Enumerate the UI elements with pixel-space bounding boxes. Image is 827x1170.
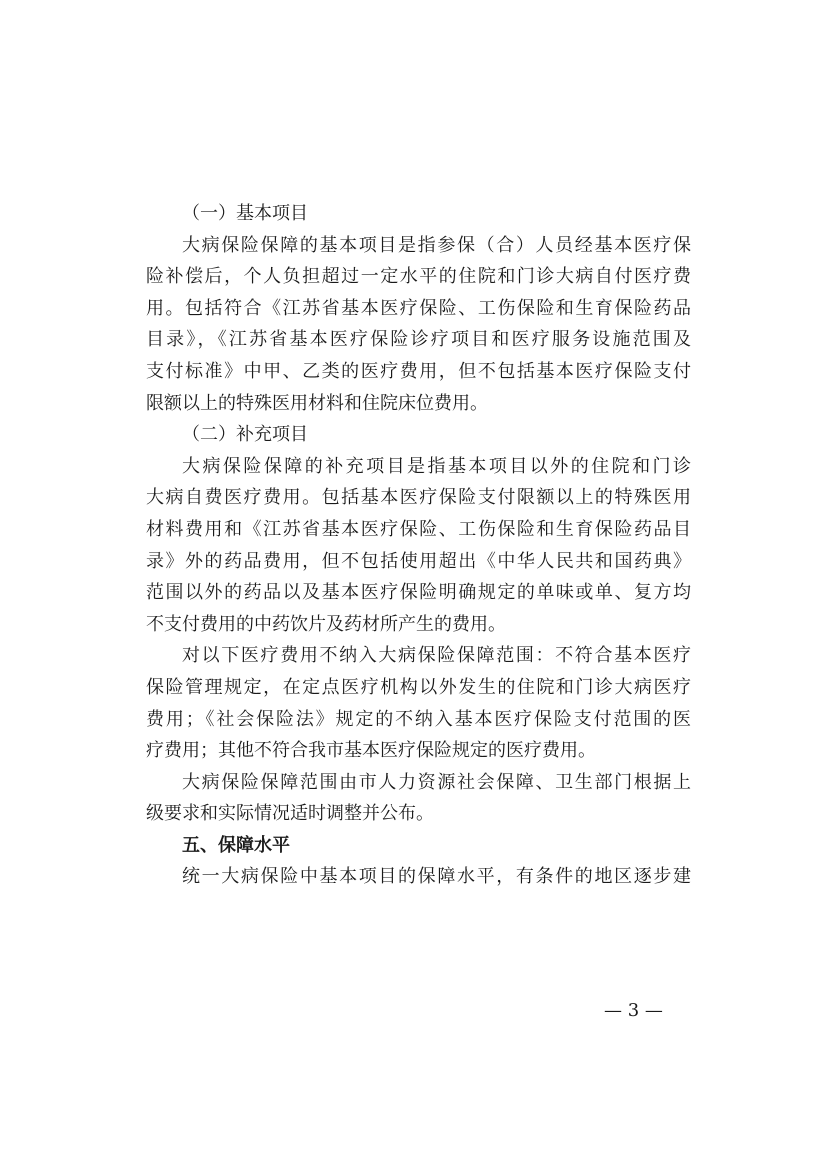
paragraph-line: 限额以上的特殊医用材料和住院床位费用。 [146,392,488,414]
paragraph-line: 用。包括符合《江苏省基本医疗保险、工伤保险和生育保险药品 [146,297,691,319]
paragraph-line: 录》外的药品费用，但不包括使用超出《中华人民共和国药典》 [146,550,691,572]
paragraph-basic-items [146,230,691,420]
paragraph-line: 对以下医疗费用不纳入大病保险保障范围：不符合基本医疗 [182,645,691,667]
section-heading-coverage-level: 五、保障水平 [182,834,290,856]
page-body [146,198,691,893]
paragraph-line: 大病保险保障范围由市人力资源社会保障、卫生部门根据上 [182,771,691,793]
paragraph-line: 统一大病保险中基本项目的保障水平，有条件的地区逐步建 [182,866,691,888]
paragraph-line: 不支付费用的中药饮片及药材所产生的费用。 [146,613,506,635]
paragraph-line: 支付标准》中甲、乙类的医疗费用，但不包括基本医疗保险支付 [146,360,691,382]
section-heading-basic-items: （一）基本项目 [182,203,308,224]
paragraph-line: 疗费用；其他不符合我市基本医疗保险规定的医疗费用。 [146,740,596,762]
paragraph-line: 大病自费医疗费用。包括基本医疗保险支付限额以上的特殊医用 [146,487,691,509]
paragraph-supplementary-items [146,451,691,641]
paragraph-line: 费用；《社会保险法》规定的不纳入基本医疗保险支付范围的医 [146,708,691,730]
paragraph-line: 大病保险保障的基本项目是指参保（合）人员经基本医疗保 [182,234,691,256]
paragraph-line: 级要求和实际情况适时调整并公布。 [146,803,434,825]
paragraph-line: 险补偿后，个人负担超过一定水平的住院和门诊大病自付医疗费 [146,266,691,288]
paragraph-coverage-level [146,861,691,893]
paragraph-line: 目录》，《江苏省基本医疗保险诊疗项目和医疗服务设施范围及 [146,329,691,351]
section-heading-supplementary-items: （二）补充项目 [182,424,308,446]
paragraph-line: 材料费用和《江苏省基本医疗保险、工伤保险和生育保险药品目 [146,518,691,540]
paragraph-exclusions [146,640,691,766]
paragraph-line: 范围以外的药品以及基本医疗保险明确规定的单味或单、复方均 [146,582,691,604]
paragraph-adjustment [146,767,691,830]
paragraph-line: 保险管理规定，在定点医疗机构以外发生的住院和门诊大病医疗 [146,676,691,698]
paragraph-line: 大病保险保障的补充项目是指基本项目以外的住院和门诊 [182,455,691,477]
page-number: — 3 — [604,1000,663,1021]
